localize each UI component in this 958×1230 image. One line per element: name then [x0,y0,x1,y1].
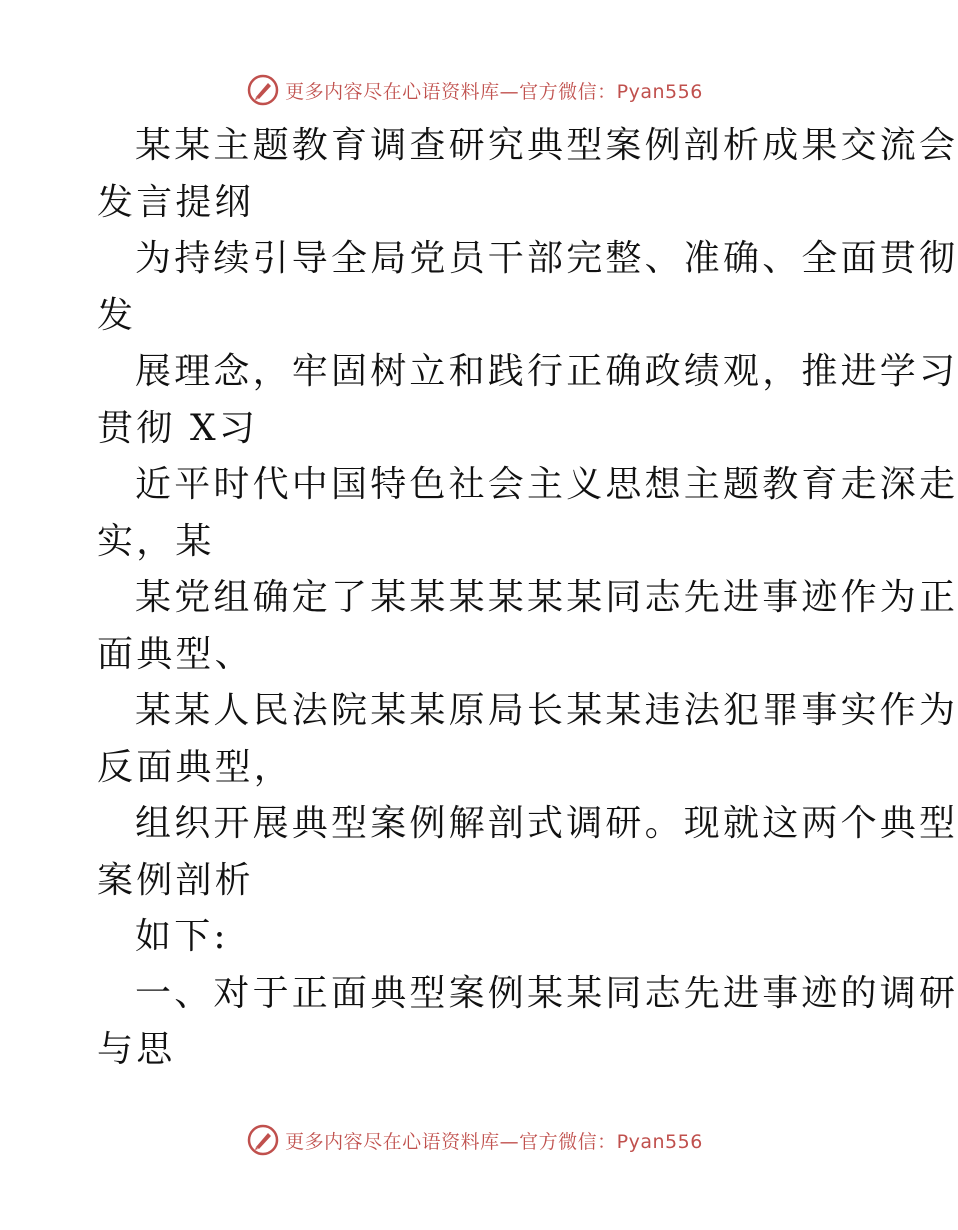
pen-logo-icon [247,1124,279,1156]
watermark-text: 更多内容尽在心语资料库—官方微信：Pyan556 [285,1130,703,1153]
text-line: 一、对于正面典型案例某某同志先进事迹的调研 [135,972,958,1014]
text-line: 发 [97,294,137,336]
text-line: 实，某 [97,520,215,562]
text-line: 近平时代中国特色社会主义思想主题教育走深走 [135,464,958,505]
text-line: 某党组确定了某某某某某某同志先进事迹作为正 [135,577,958,618]
text-line: 反面典型， [97,746,294,788]
watermark-header [0,70,950,110]
watermark-text: 更多内容尽在心语资料库—官方微信：Pyan556 [285,80,703,103]
watermark-footer [0,1120,950,1160]
document-body [97,118,958,1079]
text-line: 与思 [97,1029,176,1070]
text-line: 如下: [135,916,229,957]
text-line: 面典型、 [97,633,254,675]
text-line: 某某人民法院某某原局长某某违法犯罪事实作为 [135,690,958,731]
text-line: 为持续引导全局党员干部完整、准确、全面贯彻 [135,238,958,279]
text-line: 展理念，牢固树立和践行正确政绩观，推进学习 [135,351,958,392]
text-line: 组织开展典型案例解剖式调研。现就这两个典型 [135,803,958,844]
text-line: 发言提纲 [97,181,254,223]
text-line: 某某主题教育调查研究典型案例剖析成果交流会 [135,125,958,166]
text-line: 贯彻 X习 [97,407,259,449]
pen-logo-icon [247,74,279,106]
text-line: 案例剖析 [97,859,254,901]
